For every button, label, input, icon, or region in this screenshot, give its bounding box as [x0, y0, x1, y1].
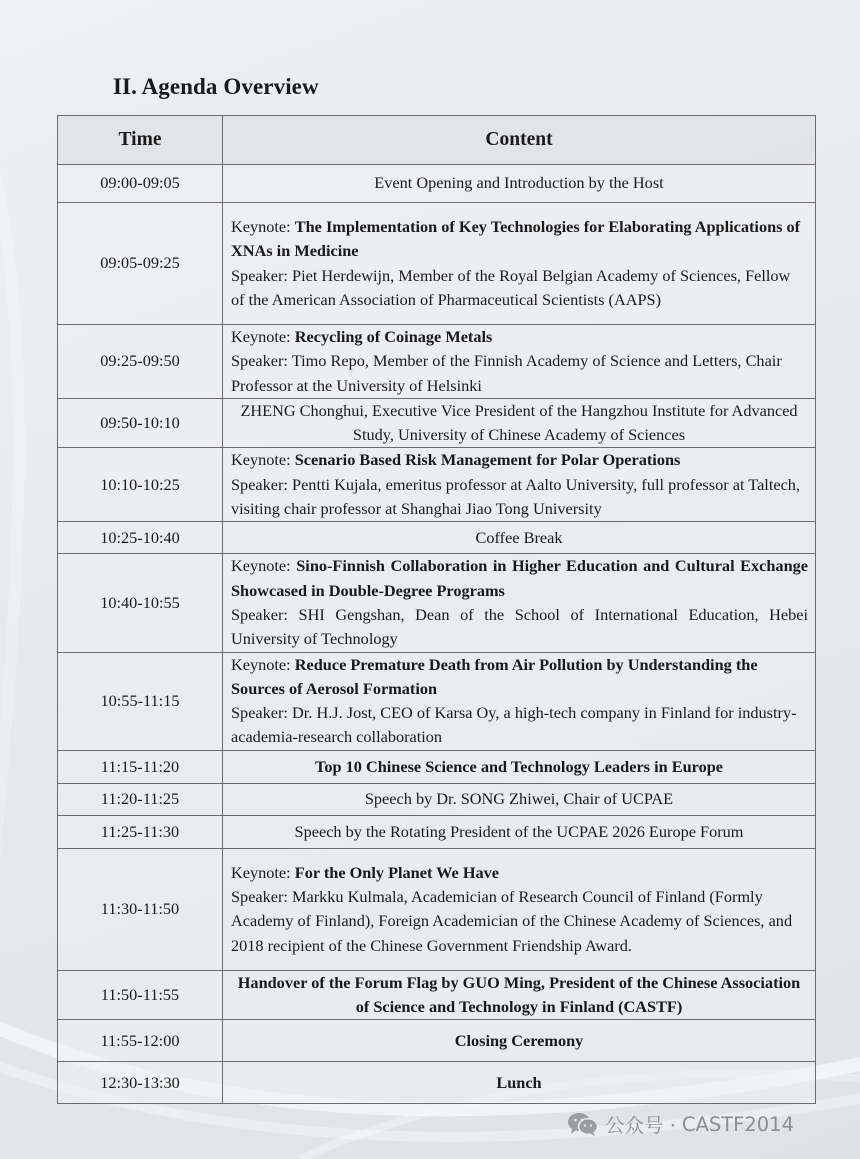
keynote-label: Keynote:: [231, 450, 295, 470]
time-cell: 10:10-10:25: [58, 448, 223, 522]
content-cell: Speech by the Rotating President of the UCPAE 2026 Europe Forum: [223, 815, 816, 848]
content-cell: [223, 448, 816, 522]
speaker-info: Speaker: Timo Repo, Member of the Finnish Academy of Science and Letters, Chair Professor at the University of Helsinki: [231, 351, 782, 395]
content-cell: Handover of the Forum Flag by GUO Ming, President of the Chinese Association of Science and Technology in Finland (CASTF): [223, 970, 816, 1020]
content-cell: [223, 848, 816, 970]
table-row: [58, 750, 816, 783]
table-row: [58, 398, 816, 448]
time-cell: 09:50-10:10: [58, 398, 223, 448]
keynote-label: Keynote:: [231, 216, 295, 236]
keynote-label: Keynote:: [231, 327, 295, 346]
keynote-label: Keynote:: [231, 556, 297, 576]
keynote-title: For the Only Planet We Have: [294, 862, 500, 882]
content-column-header: Content: [223, 116, 816, 165]
table-row: [58, 165, 816, 203]
keynote-title: Sino-Finnish Collaboration in Higher Education and Cultural Exchange Showcased in Double-Degree Programs: [231, 556, 808, 600]
keynote-title: Scenario Based Risk Management for Polar Operations: [294, 450, 681, 470]
agenda-table: [57, 115, 816, 1104]
time-cell: 09:25-09:50: [58, 325, 223, 399]
table-header-row: [58, 116, 816, 165]
content-cell: [223, 325, 816, 399]
table-row: [58, 203, 816, 325]
time-cell: 09:00-09:05: [58, 165, 223, 203]
wechat-icon: [567, 1111, 599, 1137]
time-cell: 11:25-11:30: [58, 815, 223, 848]
table-row: [58, 1062, 816, 1104]
content-cell: [223, 652, 816, 750]
content-cell: Top 10 Chinese Science and Technology Leaders in Europe: [223, 750, 816, 783]
time-cell: 10:40-10:55: [58, 554, 223, 652]
time-cell: 12:30-13:30: [58, 1062, 223, 1104]
table-row: [58, 848, 816, 970]
table-row: [58, 783, 816, 815]
wechat-watermark: [567, 1110, 794, 1138]
time-column-header: Time: [58, 116, 223, 165]
time-cell: 11:15-11:20: [58, 750, 223, 783]
speaker-info: Speaker: Markku Kulmala, Academician of Research Council of Finland (Formly Academy of Finland), Foreign Academician of the Chinese Academy of Sciences, and 2018 recipient of the Chinese Government Friendship Award.: [231, 886, 793, 955]
time-cell: 10:55-11:15: [58, 652, 223, 750]
keynote-title: The Implementation of Key Technologies for Elaborating Applications of XNAs in Medicine: [231, 216, 801, 261]
time-cell: 10:25-10:40: [58, 522, 223, 554]
page-title: II. Agenda Overview: [113, 74, 319, 99]
speaker-info: Speaker: Piet Herdewijn, Member of the Royal Belgian Academy of Sciences, Fellow of the American Association of Pharmaceutical Scientists (AAPS): [231, 265, 791, 309]
table-row: [58, 522, 816, 554]
keynote-label: Keynote:: [231, 654, 295, 674]
time-cell: 11:55-12:00: [58, 1020, 223, 1062]
content-cell: Lunch: [223, 1062, 816, 1104]
table-row: [58, 815, 816, 848]
content-cell: [223, 554, 816, 652]
speaker-info: Speaker: Dr. H.J. Jost, CEO of Karsa Oy, a high-tech company in Finland for industry-academia-research collaboration: [231, 703, 797, 747]
watermark-account: CASTF2014: [681, 1112, 794, 1136]
keynote-label: Keynote:: [231, 862, 295, 882]
speaker-info: Speaker: SHI Gengshan, Dean of the School of International Education, Hebei University of Technology: [231, 604, 808, 649]
table-row: [58, 325, 816, 399]
time-cell: 11:20-11:25: [58, 783, 223, 815]
table-row: [58, 554, 816, 652]
time-cell: 11:50-11:55: [58, 970, 223, 1020]
content-cell: Speech by Dr. SONG Zhiwei, Chair of UCPAE: [223, 783, 816, 815]
table-row: [58, 970, 816, 1020]
content-cell: Closing Ceremony: [223, 1020, 816, 1062]
content-cell: ZHENG Chonghui, Executive Vice President of the Hangzhou Institute for Advanced Study, University of Chinese Academy of Sciences: [223, 398, 816, 448]
keynote-title: Reduce Premature Death from Air Pollution by Understanding the Sources of Aerosol Formation: [231, 654, 758, 698]
watermark-prefix: 公众号 ·: [605, 1114, 676, 1137]
content-cell: [223, 203, 816, 325]
keynote-title: Recycling of Coinage Metals: [294, 327, 493, 346]
content-cell: Event Opening and Introduction by the Host: [223, 165, 816, 203]
table-row: [58, 448, 816, 522]
content-cell: Coffee Break: [223, 522, 816, 554]
time-cell: 09:05-09:25: [58, 203, 223, 325]
time-cell: 11:30-11:50: [58, 848, 223, 970]
table-row: [58, 1020, 816, 1062]
speaker-info: Speaker: Pentti Kujala, emeritus professor at Aalto University, full professor at Taltech, visiting chair professor at Shanghai Jiao Tong University: [231, 474, 801, 519]
table-row: [58, 652, 816, 750]
